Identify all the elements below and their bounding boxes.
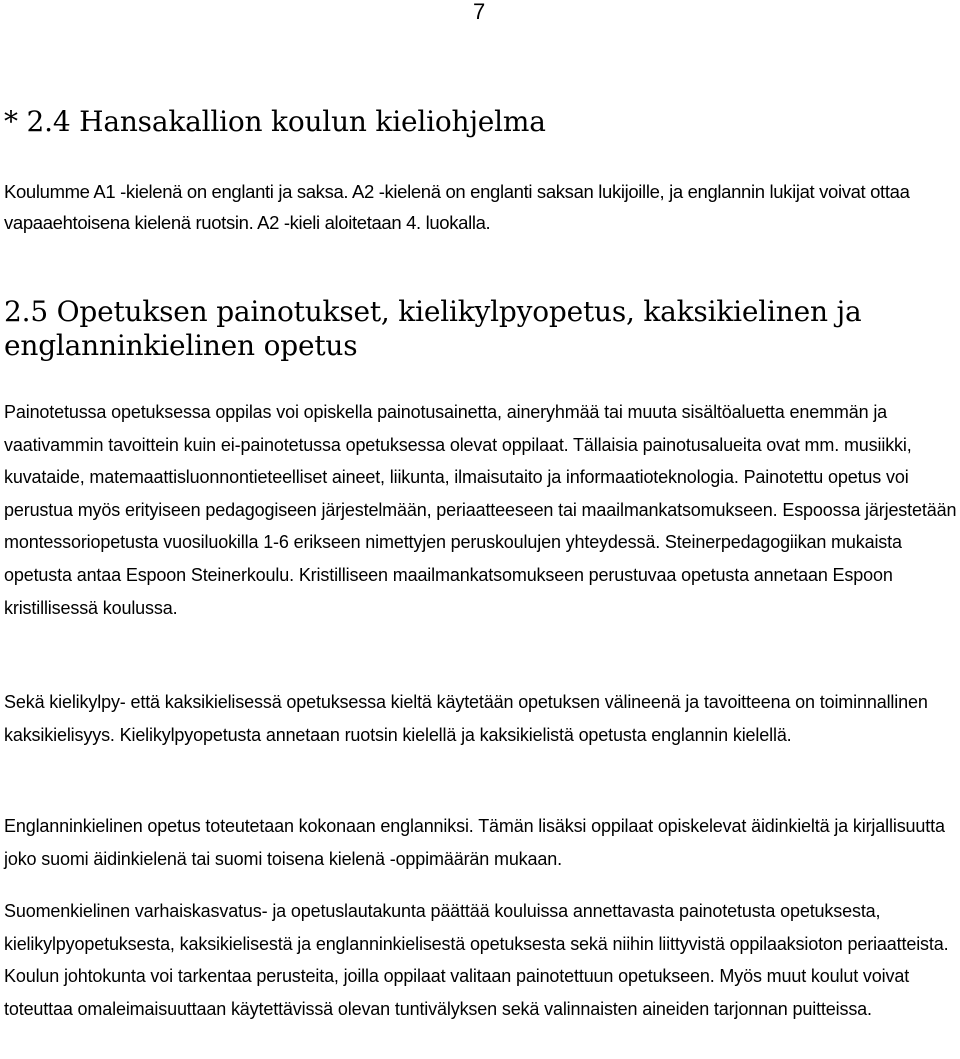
page-number: 7 bbox=[473, 0, 486, 24]
paragraph-language-program: Koulumme A1 -kielenä on englanti ja saksa. A2 -kielenä on englanti saksan lukijoille, ja englannin lukijat voivat ottaa vapaaehtoisena kielenä ruotsin. A2 -kieli aloitetaan 4. luokalla. bbox=[4, 181, 910, 233]
paragraph-english-teaching: Englanninkielinen opetus toteutetaan kokonaan englanniksi. Tämän lisäksi oppilaat opiskelevat äidinkieltä ja kirjallisuutta joko suomi äidinkielenä tai suomi toisena kielenä -oppimäärän mukaan. bbox=[4, 816, 945, 869]
paragraph-board-decision: Suomenkielinen varhaiskasvatus- ja opetuslautakunta päättää kouluissa annettavasta painotetusta opetuksesta, kielikylpyopetuksesta, kaksikielisestä ja englanninkielisestä opetuksesta sekä niihin liittyvistä oppilaaksioton periaatteista. Koulun johtokunta voi tarkentaa perusteita, joilla oppilaat valitaan painotettuun opetukseen. Myös muut koulut voivat toteuttaa omaleimaisuuttaan käytettävissä olevan tuntivälyksen sekä valinnaisten aineiden tarjonnan puitteissa. bbox=[4, 901, 949, 1019]
section-heading-2-5: 2.5 Opetuksen painotukset, kielikylpyopetus, kaksikielinen ja englanninkielinen opetus bbox=[4, 295, 862, 362]
paragraph-weighted-teaching: Painotetussa opetuksessa oppilas voi opiskella painotusainetta, aineryhmää tai muuta sisältöaluetta enemmän ja vaativammin tavoittein kuin ei-painotetussa opetuksessa olevat oppilaat. Tällaisia painotusalueita ovat mm. musiikki, kuvataide, matemaattisluonnontieteelliset aineet, liikunta, ilmaisutaito ja informaatioteknologia. Painotettu opetus voi perustua myös erityiseen pedagogiseen järjestelmään, periaatteeseen tai maailmankatsomukseen. Espoossa järjestetään montessoriopetusta vuosiluokilla 1-6 erikseen nimettyjen peruskoulujen yhteydessä. Steinerpedagogiikan mukaista opetusta antaa Espoon Steinerkoulu. Kristilliseen maailmankatsomukseen perustuvaa opetusta annetaan Espoon kristillisessä koulussa. bbox=[4, 402, 957, 618]
paragraph-language-immersion: Sekä kielikylpy- että kaksikielisessä opetuksessa kieltä käytetään opetuksen välineenä ja tavoitteena on toiminnallinen kaksikielisyys. Kielikylpyopetusta annetaan ruotsin kielellä ja kaksikielistä opetusta englannin kielellä. bbox=[4, 692, 928, 745]
section-heading-2-4: * 2.4 Hansakallion koulun kieliohjelma bbox=[4, 105, 546, 138]
